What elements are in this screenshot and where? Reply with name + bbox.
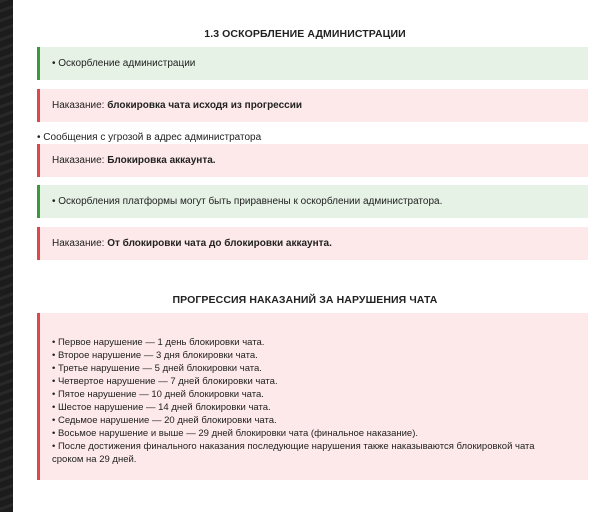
punishment-label: Наказание: <box>52 238 105 249</box>
list-item: • Третье нарушение — 5 дней блокировки чата. <box>52 363 262 374</box>
background-strip <box>0 0 13 512</box>
punishment-value: блокировка чата исходя из прогрессии <box>107 100 303 111</box>
list-item: • Первое нарушение — 1 день блокировки чата. <box>52 337 265 348</box>
rule-text: • Оскорбление администрации <box>52 58 196 69</box>
punishment-value: От блокировки чата до блокировки аккаунта. <box>107 238 332 249</box>
list-item: • Седьмое нарушение — 20 дней блокировки чата. <box>52 415 277 426</box>
list-item: • Второе нарушение — 3 дня блокировки чата. <box>52 350 258 361</box>
punishment-label: Наказание: <box>52 155 105 166</box>
list-item-continuation: сроком на 29 дней. <box>52 454 137 465</box>
rule-text: • Оскорбления платформы могут быть приравнены к оскорблении администратора. <box>52 196 443 207</box>
punishment-box-3 <box>37 227 588 260</box>
rule-text-threats: • Сообщения с угрозой в адрес администратора <box>37 132 262 143</box>
list-item: • Четвертое нарушение — 7 дней блокировки чата. <box>52 376 278 387</box>
punishment-box-1 <box>37 89 588 122</box>
rule-box-insult-admin <box>37 47 588 80</box>
punishment-label: Наказание: <box>52 100 105 111</box>
punishment-box-2 <box>37 144 588 177</box>
rule-box-platform-insult <box>37 185 588 218</box>
section-title-progression: ПРОГРЕССИЯ НАКАЗАНИЙ ЗА НАРУШЕНИЯ ЧАТА <box>172 294 438 306</box>
punishment-value: Блокировка аккаунта. <box>107 155 216 166</box>
list-item: • Пятое нарушение — 10 дней блокировки чата. <box>52 389 264 400</box>
list-item: • После достижения финального наказания последующие нарушения также наказываются блокировкой чата <box>52 441 535 452</box>
list-item: • Шестое нарушение — 14 дней блокировки чата. <box>52 402 271 413</box>
list-item: • Восьмое нарушение и выше — 29 дней блокировки чата (финальное наказание). <box>52 428 419 439</box>
progression-list <box>37 313 588 480</box>
section-title-insult-administration: 1.3 ОСКОРБЛЕНИЕ АДМИНИСТРАЦИИ <box>204 28 406 40</box>
